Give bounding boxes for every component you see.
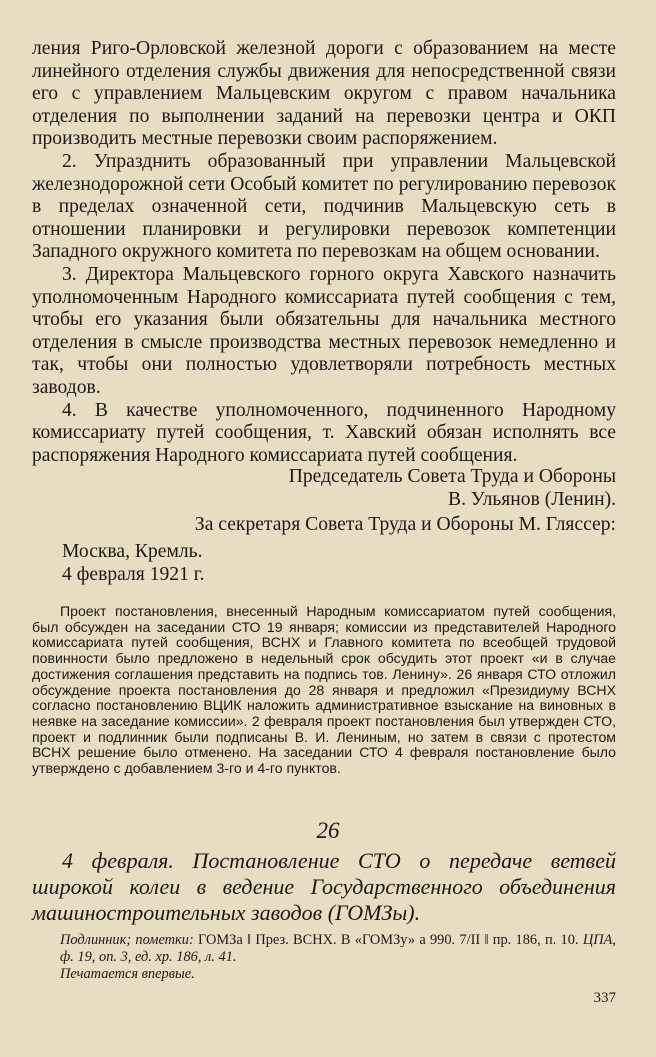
archive-reference: ЦПА, ф. 19, оп. 3, ед. хр. 186, л. 41. xyxy=(60,932,616,965)
paragraph-item-3: 3. Директора Мальцевского горного округа Хавского назначить уполномоченным Народного комиссариата путей сообщения с тем, чтобы его указания были обязательны для начальника местного отделения в смысле производства местных перевозок немедленно и так, чтобы они полностью удовлетворяли потребность местных заводов. xyxy=(32,263,616,398)
printed-first-note: Печатается впервые. xyxy=(60,966,195,982)
source-marks: ГОМЗа ‖ През. ВСНХ. В «ГОМЗу» а 990. 7/II ‖ пр. 186, п. 10. xyxy=(193,932,583,948)
paragraph-item-4: 4. В качестве уполномоченного, подчиненного Народному комиссариату путей сообщения, т. Хавский обязан исполнять все распоряжения Народного комиссариата путей сообщения. xyxy=(32,399,616,466)
secretary-signature: За секретаря Совета Труда и Обороны М. Гляссер: xyxy=(194,514,616,535)
date-line: 4 февраля 1921 г. xyxy=(62,564,205,585)
paragraph-item-2: 2. Упразднить образованный при управлении Мальцевской железнодорожной сети Особый комитет по регулированию перевозок в пределах означенной сети, подчинив Мальцевскую сеть в отношении планировки и регулировки перевозок компетенции Западного окружного комитета по перевозкам на общем основании. xyxy=(32,150,616,263)
decree-body xyxy=(32,38,616,467)
editorial-note xyxy=(32,604,616,777)
chair-name: В. Ульянов (Ленин). xyxy=(448,489,616,510)
source-label: Подлинник; пометки: xyxy=(60,932,194,948)
chair-title: Председатель Совета Труда и Обороны xyxy=(288,466,616,487)
note-paragraph: Проект постановления, внесенный Народным комиссариатом путей сообщения, был обсужден на заседании СТО 19 января; комиссии из представителей Народного комиссариата путей сообщения, ВСНХ и Главного комитета по всеобщей трудовой повинности было предложено в недельный срок обсудить этот проект «и в случае достижения соглашения представить на подпись тов. Ленину». 26 января СТО отложил обсуждение проекта постановления до 28 января и предложил «Президиуму ВСНХ согласно постановлению ВЦИК наложить административное взыскание на виновных в неявке на заседание комиссии». 2 февраля проект постановления был утвержден СТО, проект и подлинник были подписаны В. И. Лениным, но затем в связи с протестом ВСНХ решение было отменено. На заседании СТО 4 февраля постановление было утверждено с добавлением 3-го и 4-го пунктов. xyxy=(32,603,616,777)
source-info xyxy=(60,932,616,983)
document-title: 4 февраля. Постановление СТО о передаче ветвей широкой колеи в ведение Государственного объединения машиностроительных заводов (ГОМЗы). xyxy=(32,848,616,925)
paragraph-continuation: ления Риго-Орловской железной дороги с образованием на месте линейного отделения службы движения для непосредственной связи его с управлением Мальцевским округом с правом начальника отделения по выполнении заданий на перевозки центра и ОКП производить местные перевозки своим распоряжением. xyxy=(32,38,616,150)
document-number: 26 xyxy=(316,818,340,843)
page-number: 337 xyxy=(593,990,616,1006)
place-line: Москва, Кремль. xyxy=(62,541,203,562)
